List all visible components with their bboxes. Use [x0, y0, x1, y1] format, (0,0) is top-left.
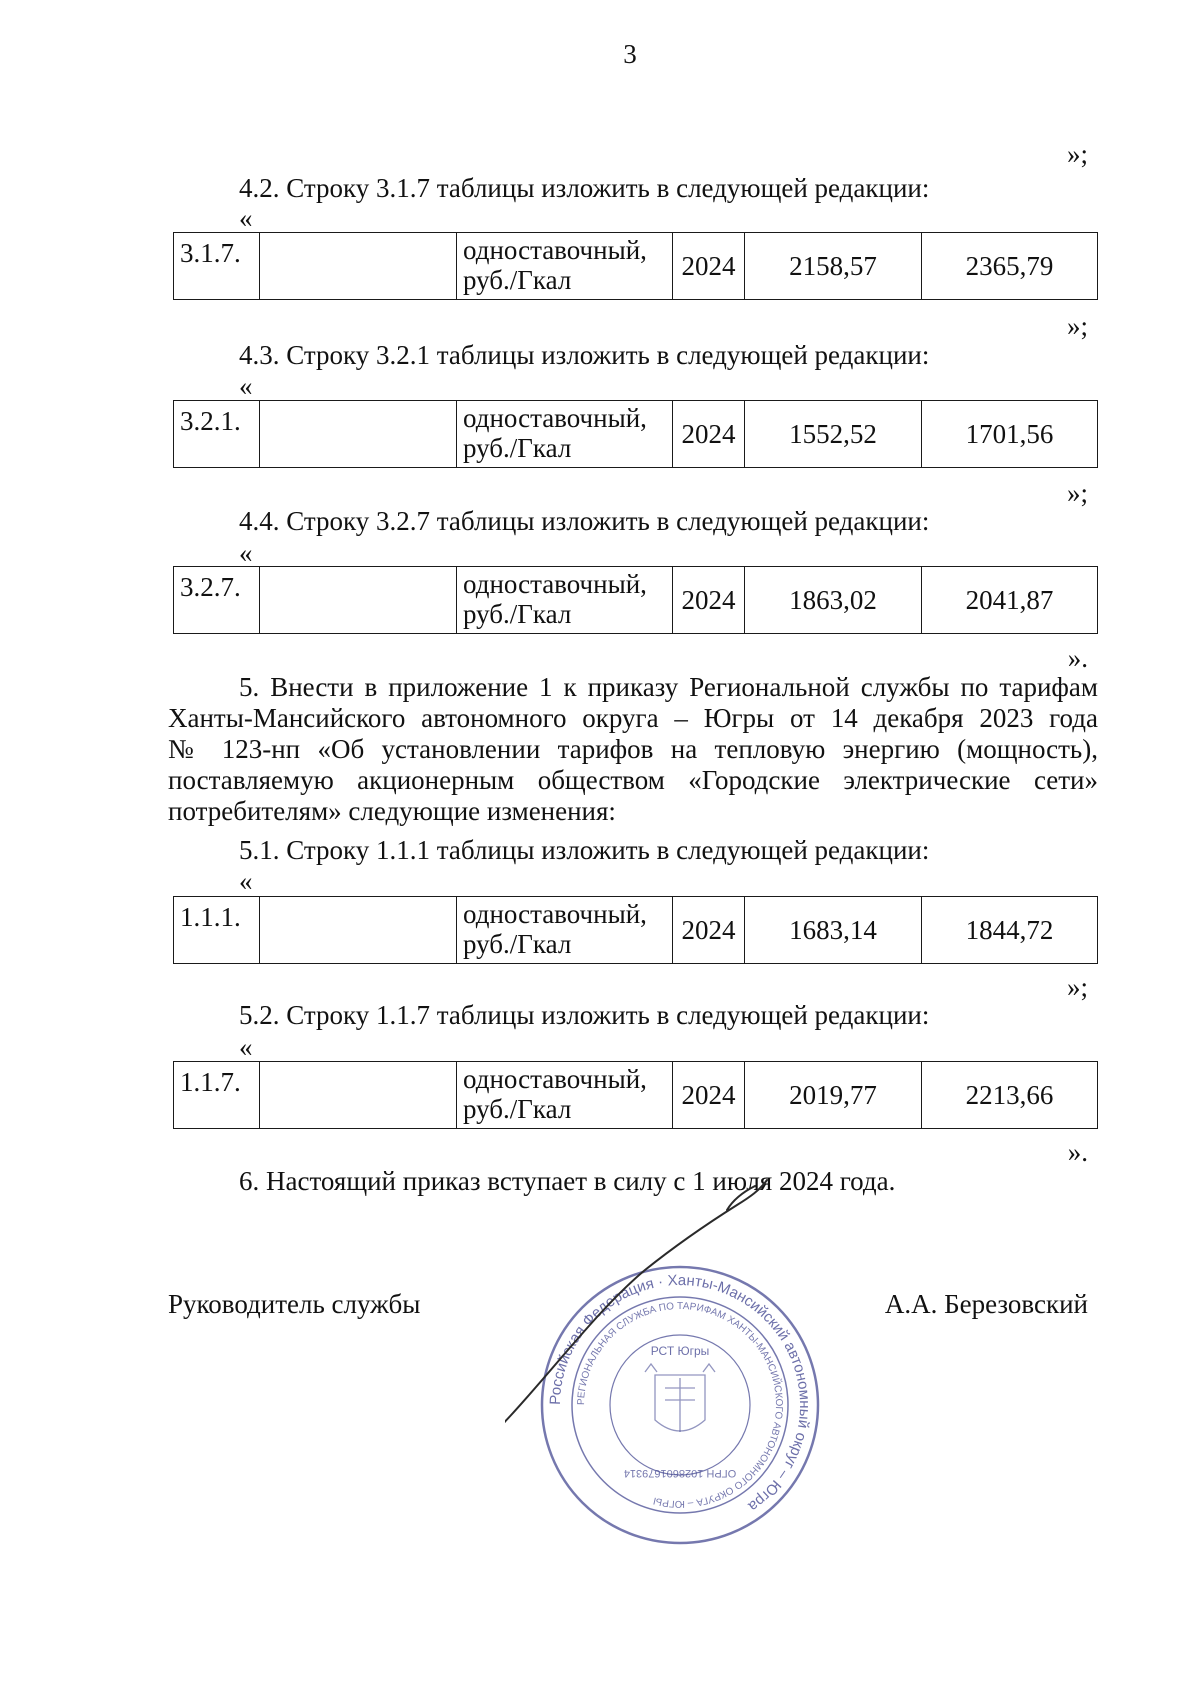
row-name-cell: [260, 897, 457, 964]
tariff-type-cell: [457, 233, 673, 300]
year-cell: 2024: [673, 897, 745, 964]
tariff-type: одноставочный,: [463, 1064, 647, 1095]
value-cell: 1844,72: [922, 897, 1098, 964]
close-quote: »;: [1066, 972, 1088, 1002]
tariff-type-cell: [457, 897, 673, 964]
tariff-unit: руб./Гкал: [463, 929, 572, 959]
value-cell: 2041,87: [922, 567, 1098, 634]
stamp-ogrn: ОГРН 1028601679314: [623, 1467, 737, 1479]
row-number: 3.2.1.: [174, 401, 260, 468]
open-quote: «: [239, 538, 253, 568]
year-cell: 2024: [673, 401, 745, 468]
value-cell: 2365,79: [922, 233, 1098, 300]
tariff-type: одноставочный,: [463, 403, 647, 434]
value-cell: 1863,02: [745, 567, 922, 634]
value-cell: 2158,57: [745, 233, 922, 300]
tariff-table-row: [173, 232, 1098, 300]
open-quote: «: [239, 1032, 253, 1062]
paragraph-line: 5. Внести в приложение 1 к приказу Региональной службы по тарифам: [239, 672, 1098, 702]
row-name-cell: [260, 1062, 457, 1129]
amendment-heading: 4.4. Строку 3.2.7 таблицы изложить в следующей редакции:: [239, 506, 930, 536]
coat-of-arms-icon: [645, 1364, 715, 1432]
tariff-type-cell: [457, 1062, 673, 1129]
row-number: 3.2.7.: [174, 567, 260, 634]
stamp-outer-text: Российская Федерация · Ханты-Мансийский автономный округ – Югра: [546, 1271, 814, 1515]
open-quote: «: [239, 866, 253, 896]
tariff-type: одноставочный,: [463, 569, 647, 600]
year-cell: 2024: [673, 567, 745, 634]
open-quote: «: [239, 203, 253, 233]
signatory-position: Руководитель службы: [168, 1289, 421, 1319]
value-cell: 2213,66: [922, 1062, 1098, 1129]
amendment-heading: 4.2. Строку 3.1.7 таблицы изложить в следующей редакции:: [239, 173, 930, 203]
paragraph-line: потребителям» следующие изменения:: [168, 796, 616, 826]
open-quote: «: [239, 371, 253, 401]
row-number: 1.1.1.: [174, 897, 260, 964]
row-name-cell: [260, 567, 457, 634]
tariff-type-cell: [457, 401, 673, 468]
tariff-table-row: [173, 566, 1098, 634]
paragraph-6: 6. Настоящий приказ вступает в силу с 1 июля 2024 года.: [239, 1166, 896, 1196]
signatory-name: А.А. Березовский: [884, 1289, 1088, 1319]
value-cell: 2019,77: [745, 1062, 922, 1129]
paragraph-line: поставляемую акционерным обществом «Городские электрические сети»: [168, 765, 1098, 795]
stamp-center-text: РСТ Югры: [650, 1344, 710, 1358]
stamp-inner-text: РЕГИОНАЛЬНАЯ СЛУЖБА ПО ТАРИФАМ ХАНТЫ-МАНСИЙСКОГО АВТОНОМНОГО ОКРУГА – ЮГРЫ: [575, 1300, 785, 1510]
tariff-type-cell: [457, 567, 673, 634]
close-quote: ».: [1067, 643, 1088, 673]
page-number: 3: [623, 39, 637, 69]
year-cell: 2024: [673, 233, 745, 300]
value-cell: 1701,56: [922, 401, 1098, 468]
row-name-cell: [260, 233, 457, 300]
close-quote: ».: [1067, 1137, 1088, 1167]
close-quote: »;: [1066, 478, 1088, 508]
amendment-heading: 4.3. Строку 3.2.1 таблицы изложить в следующей редакции:: [239, 340, 930, 370]
tariff-unit: руб./Гкал: [463, 1094, 572, 1124]
row-number: 3.1.7.: [174, 233, 260, 300]
amendment-heading: 5.1. Строку 1.1.1 таблицы изложить в следующей редакции:: [239, 835, 930, 865]
value-cell: 1552,52: [745, 401, 922, 468]
close-quote: »;: [1066, 139, 1088, 169]
row-name-cell: [260, 401, 457, 468]
paragraph-line: № 123-нп «Об установлении тарифов на тепловую энергию (мощность),: [168, 734, 1098, 764]
tariff-table-row: [173, 1061, 1098, 1129]
close-quote: »;: [1066, 311, 1088, 341]
tariff-table-row: [173, 400, 1098, 468]
tariff-unit: руб./Гкал: [463, 599, 572, 629]
tariff-type: одноставочный,: [463, 899, 647, 930]
tariff-table-row: [173, 896, 1098, 964]
official-stamp: [505, 1150, 855, 1570]
tariff-unit: руб./Гкал: [463, 265, 572, 295]
amendment-heading: 5.2. Строку 1.1.7 таблицы изложить в следующей редакции:: [239, 1000, 930, 1030]
tariff-unit: руб./Гкал: [463, 433, 572, 463]
year-cell: 2024: [673, 1062, 745, 1129]
value-cell: 1683,14: [745, 897, 922, 964]
paragraph-line: Ханты-Мансийского автономного округа – Югры от 14 декабря 2023 года: [168, 703, 1098, 733]
row-number: 1.1.7.: [174, 1062, 260, 1129]
tariff-type: одноставочный,: [463, 235, 647, 266]
